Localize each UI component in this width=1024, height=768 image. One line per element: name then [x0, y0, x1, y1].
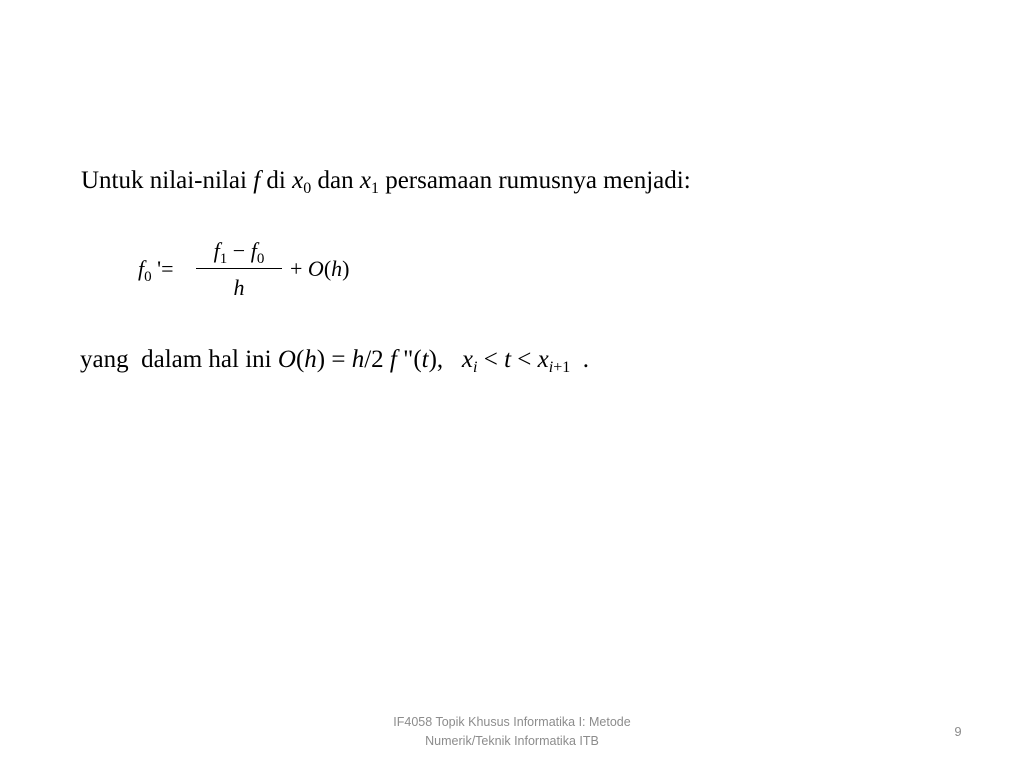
subscript-i-text: i: [548, 359, 554, 376]
var-x: x: [359, 167, 371, 194]
footer-line-1: IF4058 Topik Khusus Informatika I: Metode: [393, 715, 631, 729]
derivative-formula: [138, 238, 378, 302]
big-o: O: [277, 346, 296, 373]
prime-equals: '=: [151, 256, 174, 281]
var-t: t: [504, 346, 512, 373]
var-f: f: [250, 238, 257, 263]
page-number: 9: [954, 724, 962, 739]
period: .: [570, 346, 589, 373]
var-x: x: [461, 346, 474, 373]
var-h: h: [331, 256, 343, 281]
paren-open: (: [323, 256, 332, 281]
footer-line-2: Numerik/Teknik Informatika ITB: [425, 734, 599, 748]
intro-text-part: dan: [311, 167, 360, 194]
var-h: h: [304, 346, 317, 373]
subscript-1: 1: [370, 180, 379, 197]
formula-lhs: [138, 256, 174, 285]
paren-close: ): [342, 256, 350, 281]
subscript-i-plus-1: [549, 359, 570, 376]
fraction-bar: [196, 268, 282, 269]
note-text-part: yang dalam hal ini: [80, 346, 278, 373]
var-f: f: [253, 167, 261, 194]
note-text-part: ) =: [316, 346, 352, 373]
note-text-part: /2: [364, 346, 390, 373]
big-o: O: [307, 256, 324, 281]
subscript-0: 0: [256, 251, 265, 267]
plus-sign: +: [290, 256, 308, 281]
minus-sign: −: [227, 238, 251, 263]
slide-footer: [337, 713, 687, 751]
var-h: h: [351, 346, 365, 373]
fraction: [196, 238, 282, 302]
fraction-denominator: h: [233, 275, 245, 300]
var-f: f: [213, 238, 220, 263]
var-x: x: [292, 167, 304, 194]
intro-text-part: Untuk nilai-nilai: [81, 167, 254, 194]
var-f: f: [138, 256, 145, 281]
note-text-part: (: [295, 346, 305, 373]
formula-rhs: [290, 256, 349, 282]
note-text-part: ),: [428, 346, 462, 373]
fraction-numerator: [196, 238, 282, 267]
subscript-i-text: i: [473, 359, 478, 376]
subscript-plus-1-text: +1: [553, 359, 571, 376]
subscript-0: 0: [303, 180, 312, 197]
note-text-part: "(: [396, 346, 422, 373]
intro-text: [81, 166, 691, 196]
error-term-note: [80, 345, 589, 375]
var-f: f: [389, 346, 397, 373]
less-than: <: [511, 346, 538, 373]
intro-text-part: persamaan rumusnya menjadi:: [378, 167, 691, 194]
var-t: t: [421, 346, 429, 373]
less-than: <: [477, 346, 505, 373]
var-x: x: [537, 346, 549, 373]
intro-text-part: di: [260, 167, 293, 194]
subscript-0: 0: [144, 269, 152, 285]
subscript-1: 1: [219, 251, 228, 267]
